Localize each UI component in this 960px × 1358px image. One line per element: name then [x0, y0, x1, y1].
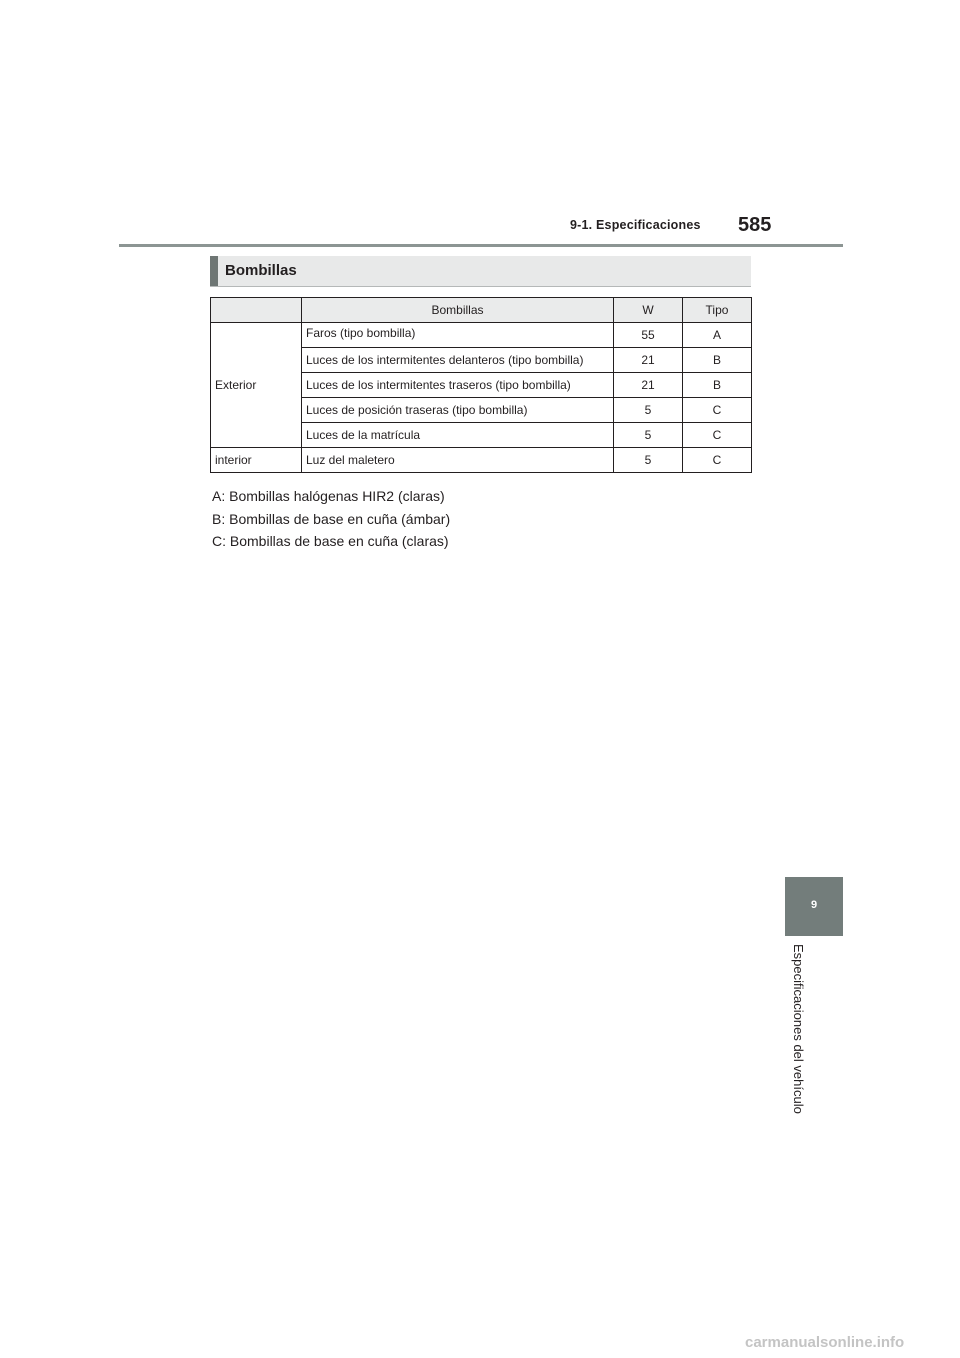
bulb-name: Luces de los intermitentes delanteros (tipo bombilla): [302, 348, 614, 373]
legend-note-c: C: Bombillas de base en cuña (claras): [212, 533, 449, 549]
bulb-watts: 55: [614, 323, 683, 348]
chapter-label: Especificaciones del vehículo: [791, 944, 806, 1114]
bulb-type: A: [683, 323, 752, 348]
bulb-name: Luz del maletero: [302, 448, 614, 473]
column-header-bulbs: Bombillas: [302, 298, 614, 323]
bulb-type: B: [683, 348, 752, 373]
chapter-tab: [785, 877, 843, 936]
bulb-watts: 21: [614, 348, 683, 373]
table-row: [211, 323, 752, 348]
bulb-type: B: [683, 373, 752, 398]
column-header-location: [211, 298, 302, 323]
column-header-type: Tipo: [683, 298, 752, 323]
chapter-number: 9: [810, 899, 818, 911]
page-number: 585: [738, 214, 772, 236]
bulb-watts: 21: [614, 373, 683, 398]
group-label-interior: interior: [211, 448, 302, 473]
bulb-type: C: [683, 448, 752, 473]
bulb-type: C: [683, 423, 752, 448]
bulb-name: Faros (tipo bombilla): [302, 323, 614, 348]
bulb-name: Luces de posición traseras (tipo bombilla): [302, 398, 614, 423]
group-label-exterior: Exterior: [211, 323, 302, 448]
bulb-specification-table: [210, 297, 752, 473]
section-heading: [210, 256, 751, 287]
section-title: Bombillas: [225, 262, 297, 279]
bulb-watts: 5: [614, 398, 683, 423]
legend-note-a: A: Bombillas halógenas HIR2 (claras): [212, 488, 445, 504]
header-divider: [119, 244, 843, 247]
column-header-watts: W: [614, 298, 683, 323]
section-heading-accent-bar: [210, 256, 218, 286]
bulb-watts: 5: [614, 423, 683, 448]
table-row: [211, 448, 752, 473]
bulb-name: Luces de la matrícula: [302, 423, 614, 448]
table-header-row: [211, 298, 752, 323]
watermark: carmanualsonline.info: [745, 1334, 905, 1351]
legend-note-b: B: Bombillas de base en cuña (ámbar): [212, 510, 451, 527]
bulb-watts: 5: [614, 448, 683, 473]
bulb-name: Luces de los intermitentes traseros (tipo bombilla): [302, 373, 614, 398]
bulb-type: C: [683, 398, 752, 423]
running-header-section: 9-1. Especificaciones: [570, 218, 701, 232]
bulb-type-legend: [212, 488, 450, 556]
